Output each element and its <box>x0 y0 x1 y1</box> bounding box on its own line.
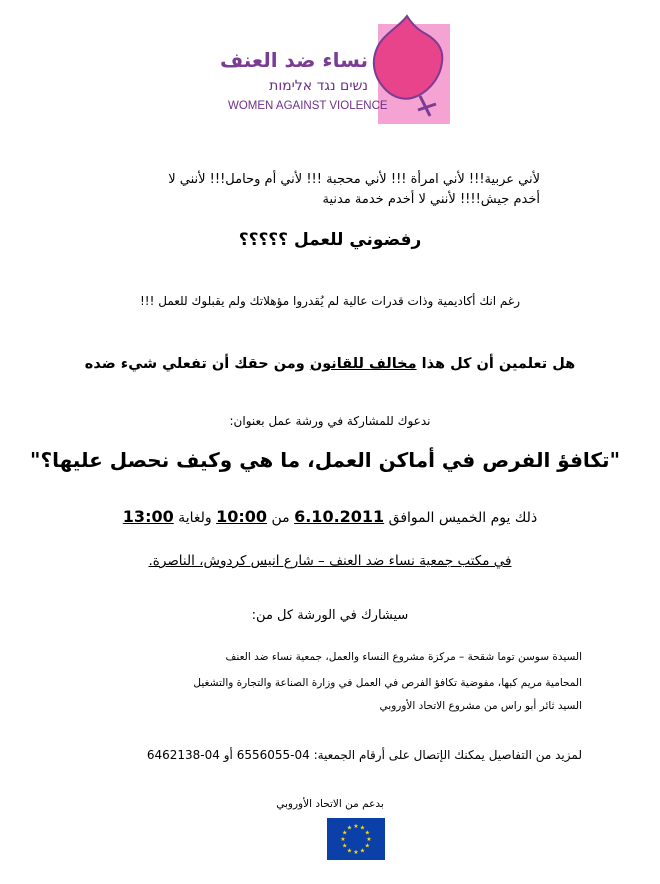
start-time: 10:00 <box>216 507 268 526</box>
intro-line-2: أخدم جيش!!!! لأنني لا أخدم خدمة مدنية <box>322 192 540 207</box>
date-prefix: ذلك يوم الخميس الموافق <box>384 510 538 526</box>
eu-star-icon: ★ <box>342 829 348 837</box>
eu-star-icon: ★ <box>340 836 346 843</box>
date-from: من <box>267 510 295 526</box>
eu-star-icon: ★ <box>346 824 353 832</box>
participants-heading: سيشارك في الورشة كل من: <box>251 608 409 623</box>
workshop-date: 6.10.2011 <box>294 507 385 526</box>
eu-star-icon: ★ <box>359 847 366 855</box>
law-question-underlined: مخالف للقانون <box>309 356 417 372</box>
eu-star-icon: ★ <box>346 847 353 855</box>
logo-arabic-text: نساء ضد العنف <box>219 48 368 72</box>
invitation-text: ندعوك للمشاركة في ورشة عمل بعنوان: <box>229 414 431 428</box>
eu-flag-icon <box>327 818 385 860</box>
eu-star-icon: ★ <box>364 829 370 837</box>
law-question-start: هل تعلمين أن كل هذا <box>416 356 576 372</box>
eu-star-icon: ★ <box>364 842 370 850</box>
intro-line-1: لأني عربية!!! لأني امرأة !!! لأني محجبة !!! لأني أم وحامل!!! لأنني لا <box>168 172 540 187</box>
participant-item: السيدة سوسن توما شقحة – مركزة مشروع النساء والعمل، جمعية نساء ضد العنف <box>225 651 582 663</box>
logo-english-text: WOMEN AGAINST VIOLENCE <box>228 100 388 112</box>
date-time-line <box>40 507 620 526</box>
participant-item: السيد ثائر أبو راس من مشروع الاتحاد الأوروبي <box>379 700 582 712</box>
logo <box>219 12 450 124</box>
logo-hebrew-text: נשים נגד אלימות <box>269 78 368 94</box>
date-until: ولغاية <box>173 510 217 526</box>
end-time: 13:00 <box>122 507 174 526</box>
eu-star-icon: ★ <box>359 824 366 832</box>
intro-paragraph <box>120 170 540 210</box>
qualifications-text: رغم انك أكاديمية وذات قدرات عالية لم يُقدروا مؤهلاتك ولم يقبلوك للعمل !!! <box>139 294 520 308</box>
page-heading: رفضوني للعمل ؟؟؟؟؟ <box>238 230 422 250</box>
sponsor-text: بدعم من الاتحاد الأوروبي <box>276 798 384 810</box>
law-question <box>40 356 620 372</box>
eu-star-icon: ★ <box>342 842 348 850</box>
eu-star-icon: ★ <box>353 849 359 856</box>
contact-info: لمزيد من التفاصيل يمكنك الإتصال على أرقام الجمعية: 04-6556055 أو 04-6462138 <box>146 748 582 762</box>
eu-star-icon: ★ <box>353 823 359 830</box>
workshop-title: "تكافؤ الفرص في أماكن العمل، ما هي وكيف نحصل عليها؟" <box>30 448 620 472</box>
location-text: في مكتب جمعية نساء ضد العنف – شارع انيس كردوش، الناصرة. <box>148 553 512 569</box>
law-question-end: ومن حقك أن تفعلي شيء ضده <box>84 356 310 372</box>
eu-star-icon: ★ <box>366 836 372 843</box>
participant-item: المحامية مريم كبها، مفوضية تكافؤ الفرص في العمل في وزارة الصناعة والتجارة والتشغيل <box>193 677 582 689</box>
